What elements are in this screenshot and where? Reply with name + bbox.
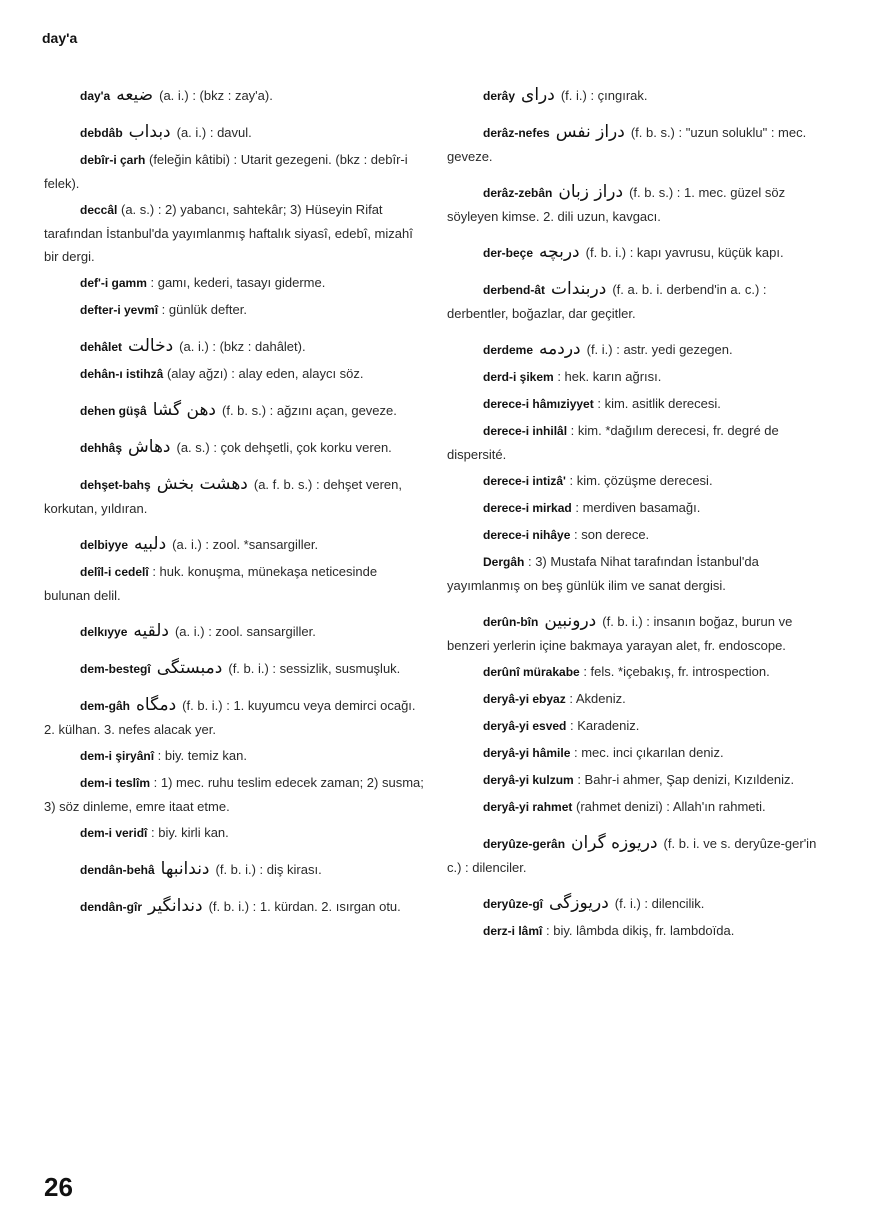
entry-definition: : kim. asitlik derecesi.: [597, 396, 721, 411]
entry-headword: derece-i hâmıziyyet: [483, 397, 594, 411]
entry-arabic-script: درونبين: [544, 611, 597, 631]
dictionary-entry: [447, 741, 827, 765]
entry-arabic-script: دبداب: [128, 122, 171, 142]
entry-definition: (rahmet denizi) : Allah'ın rahmeti.: [576, 799, 766, 814]
entry-definition: : kim. çözüşme derecesi.: [569, 473, 713, 488]
entry-definition: (a. s.) : 2) yabancı, sahtekâr; 3) Hüseyin Rifat tarafından İstanbul'da yayımlanmış haftalık siyasî, edebî, mizahî bir dergi.: [44, 202, 413, 264]
entry-headword: deryûze-gî: [483, 897, 544, 911]
entry-definition: : merdiven basamağı.: [575, 500, 701, 515]
entry-headword: derûnî mürakabe: [483, 665, 580, 679]
entry-headword: debdâb: [80, 126, 123, 140]
entry-headword: derece-i intizâ': [483, 474, 566, 488]
entry-definition: (f. b. i.) : sessizlik, susmuşluk.: [228, 661, 401, 676]
entry-definition: (a. i.) : davul.: [176, 125, 252, 140]
entry-definition: (a. s.) : çok dehşetli, çok korku veren.: [176, 440, 392, 455]
entry-definition: (a. i.) : zool. sansargiller.: [174, 624, 316, 639]
entry-arabic-script: دربندات: [551, 279, 607, 299]
entry-definition: (a. i.) : zool. *sansargiller.: [172, 537, 319, 552]
dictionary-entry: [44, 362, 424, 386]
dictionary-entry: [447, 469, 827, 493]
entry-definition: (f. b. s.) : 1. mec. güzel söz söyleyen kimse. 2. dili uzun, kavgacı.: [447, 185, 786, 224]
entry-headword: defter-i yevmî: [80, 303, 159, 317]
dictionary-entry: [447, 919, 827, 943]
entry-headword: derd-i şikem: [483, 370, 554, 384]
entry-definition: (f. b. i.) : diş kirası.: [215, 862, 322, 877]
dictionary-entry: [44, 744, 424, 768]
entry-headword: day'a: [80, 89, 111, 103]
dictionary-entry: [447, 832, 827, 879]
entry-arabic-script: دخالت: [128, 336, 174, 356]
entry-headword: Dergâh: [483, 555, 525, 569]
dictionary-entry: [44, 620, 424, 644]
dictionary-entry: [44, 399, 424, 423]
entry-definition: : 3) Mustafa Nihat tarafından İstanbul'da yayımlanmış on beş günlük ilim ve sanat dergisi.: [447, 554, 759, 593]
dictionary-entry: [447, 496, 827, 520]
entry-arabic-script: دریوزه گران: [571, 833, 658, 853]
dictionary-entry: [44, 821, 424, 845]
dictionary-entry: [447, 241, 827, 265]
entry-definition: (f. b. i. ve s. deryûze-ger'in c.) : dilenciler.: [447, 836, 817, 875]
entry-definition: : günlük defter.: [161, 302, 247, 317]
entry-arabic-script: دهاش: [128, 437, 171, 457]
entry-headword: delkıyye: [80, 625, 128, 639]
dictionary-entry: [447, 768, 827, 792]
entry-headword: dem-i teslîm: [80, 776, 151, 790]
entry-headword: dehşet-bahş: [80, 478, 151, 492]
entry-definition: (alay ağzı) : alay eden, alaycı söz.: [166, 366, 364, 381]
dictionary-entry: [447, 523, 827, 547]
entry-headword: debîr-i çarh: [80, 153, 146, 167]
entry-headword: deryâ-yi rahmet: [483, 800, 573, 814]
dictionary-entry: [447, 121, 827, 168]
entry-headword: dehen güşâ: [80, 404, 147, 418]
entry-headword: derece-i inhilâl: [483, 424, 568, 438]
dictionary-entry: [44, 533, 424, 557]
entry-arabic-script: دهن گشا: [152, 400, 217, 420]
entry-headword: dehhâş: [80, 441, 123, 455]
entry-definition: : hek. karın ağrısı.: [557, 369, 662, 384]
dictionary-entry: [447, 84, 827, 108]
entry-definition: : huk. konuşma, münekaşa neticesinde bulunan delil.: [44, 564, 378, 603]
entry-definition: (f. a. b. i. derbend'in a. c.) : derbentler, boğazlar, dar geçitler.: [447, 282, 767, 321]
entry-headword: dem-bestegî: [80, 662, 151, 676]
entry-definition: : Karadeniz.: [570, 718, 640, 733]
entry-definition: : kim. *dağılım derecesi, fr. degré de dispersité.: [447, 423, 779, 462]
entry-arabic-script: دمبستگی: [156, 658, 223, 678]
entry-definition: (a. f. b. s.) : dehşet veren, korkutan, yıldıran.: [44, 477, 402, 516]
dictionary-entry: [44, 694, 424, 741]
dictionary-entry: [44, 121, 424, 145]
entry-headword: delbiyye: [80, 538, 129, 552]
entry-definition: (f. b. s.) : "uzun soluklu" : mec. geveze.: [447, 125, 807, 164]
dictionary-entry: [44, 895, 424, 919]
dictionary-entry: [447, 392, 827, 416]
dictionary-entry: [44, 335, 424, 359]
entry-headword: derây: [483, 89, 516, 103]
dictionary-entry: [447, 892, 827, 916]
entry-arabic-script: دلبيه: [134, 534, 167, 554]
entry-arabic-script: دراز زبان: [558, 182, 624, 202]
entry-headword: derâz-nefes: [483, 126, 550, 140]
entry-definition: (a. i.) : (bkz : dahâlet).: [179, 339, 306, 354]
entry-headword: dehân-ı istihzâ: [80, 367, 164, 381]
dictionary-entry: [447, 795, 827, 819]
entry-definition: : biy. temiz kan.: [157, 748, 247, 763]
entry-headword: derâz-zebân: [483, 186, 553, 200]
entry-definition: : gamı, kederi, tasayı giderme.: [150, 275, 326, 290]
entry-arabic-script: ضيعه: [116, 85, 154, 105]
entry-arabic-script: دندانبها: [160, 859, 210, 879]
dictionary-entry: [44, 148, 424, 195]
entry-definition: (feleğin kâtibi) : Utarit gezegeni. (bkz : debîr-i felek).: [44, 152, 408, 191]
dictionary-entry: [447, 550, 827, 597]
entry-headword: derece-i mirkad: [483, 501, 572, 515]
entry-definition: (f. b. i.) : 1. kürdan. 2. ısırgan otu.: [208, 899, 401, 914]
entry-headword: derz-i lâmî: [483, 924, 543, 938]
running-header: day'a: [42, 30, 78, 46]
dictionary-entry: [44, 771, 424, 818]
entry-headword: dem-i veridî: [80, 826, 148, 840]
entry-definition: : Bahr-i ahmer, Şap denizi, Kızıldeniz.: [577, 772, 795, 787]
entry-definition: : fels. *içebakış, fr. introspection.: [583, 664, 770, 679]
entry-definition: (f. i.) : dilencilik.: [614, 896, 705, 911]
entry-headword: der-beçe: [483, 246, 534, 260]
entry-definition: (a. i.) : (bkz : zay'a).: [159, 88, 273, 103]
dictionary-entry: [44, 560, 424, 607]
dictionary-entry: [447, 419, 827, 466]
entry-headword: deryâ-yi hâmile: [483, 746, 571, 760]
dictionary-entry: [447, 610, 827, 657]
entry-definition: (f. i.) : astr. yedi gezegen.: [586, 342, 733, 357]
entry-definition: (f. b. s.) : ağzını açan, geveze.: [222, 403, 397, 418]
entry-headword: derûn-bîn: [483, 615, 539, 629]
left-column: [44, 84, 424, 922]
right-column: [447, 84, 827, 946]
page-number: 26: [44, 1172, 73, 1202]
dictionary-entry: [44, 657, 424, 681]
entry-arabic-script: درای: [521, 85, 555, 105]
entry-headword: delîl-i cedelî: [80, 565, 149, 579]
entry-arabic-script: دردمه: [539, 339, 581, 359]
entry-headword: derbend-ât: [483, 283, 546, 297]
dictionary-entry: [44, 198, 424, 268]
entry-arabic-script: دربچه: [539, 242, 580, 262]
dictionary-entry: [447, 278, 827, 325]
entry-headword: deccâl: [80, 203, 118, 217]
entry-headword: deryâ-yi ebyaz: [483, 692, 566, 706]
entry-definition: : biy. kirli kan.: [150, 825, 229, 840]
entry-headword: dendân-gîr: [80, 900, 142, 914]
dictionary-entry: [447, 338, 827, 362]
entry-definition: (f. i.) : çıngırak.: [560, 88, 648, 103]
entry-arabic-script: دندانگير: [148, 896, 203, 916]
dictionary-entry: [447, 365, 827, 389]
dictionary-entry: [447, 660, 827, 684]
entry-headword: dendân-behâ: [80, 863, 155, 877]
entry-headword: dem-i şiryânî: [80, 749, 155, 763]
dictionary-entry: [44, 473, 424, 520]
dictionary-entry: [44, 84, 424, 108]
entry-headword: deryâ-yi kulzum: [483, 773, 574, 787]
dictionary-entry: [447, 687, 827, 711]
dictionary-entry: [44, 271, 424, 295]
entry-headword: def'-i gamm: [80, 276, 147, 290]
dictionary-entry: [44, 858, 424, 882]
entry-headword: deryâ-yi esved: [483, 719, 567, 733]
entry-definition: : 1) mec. ruhu teslim edecek zaman; 2) susma; 3) söz dinleme, emre itaat etme.: [44, 775, 424, 814]
entry-definition: : son derece.: [574, 527, 650, 542]
entry-arabic-script: دمگاه: [136, 695, 177, 715]
entry-headword: derdeme: [483, 343, 534, 357]
entry-definition: : Akdeniz.: [569, 691, 626, 706]
entry-arabic-script: دریوزگی: [549, 893, 609, 913]
entry-arabic-script: دهشت بخش: [156, 474, 248, 494]
dictionary-entry: [447, 714, 827, 738]
dictionary-entry: [447, 181, 827, 228]
entry-definition: : biy. lâmbda dikiş, fr. lambdoïda.: [545, 923, 735, 938]
entry-definition: (f. b. i.) : insanın boğaz, burun ve benzeri yerlerin içine bakmaya yarayan alet, fr. endoscope.: [447, 614, 793, 653]
entry-arabic-script: دلقيه: [133, 621, 169, 641]
entry-definition: (f. b. i.) : 1. kuyumcu veya demirci ocağı. 2. külhan. 3. nefes alacak yer.: [44, 698, 416, 737]
entry-arabic-script: دراز نفس: [555, 122, 625, 142]
entry-headword: dehâlet: [80, 340, 123, 354]
entry-definition: (f. b. i.) : kapı yavrusu, küçük kapı.: [585, 245, 784, 260]
entry-headword: deryûze-gerân: [483, 837, 566, 851]
dictionary-entry: [44, 436, 424, 460]
dictionary-entry: [44, 298, 424, 322]
entry-headword: dem-gâh: [80, 699, 131, 713]
entry-headword: derece-i nihâye: [483, 528, 571, 542]
entry-definition: : mec. inci çıkarılan deniz.: [574, 745, 724, 760]
